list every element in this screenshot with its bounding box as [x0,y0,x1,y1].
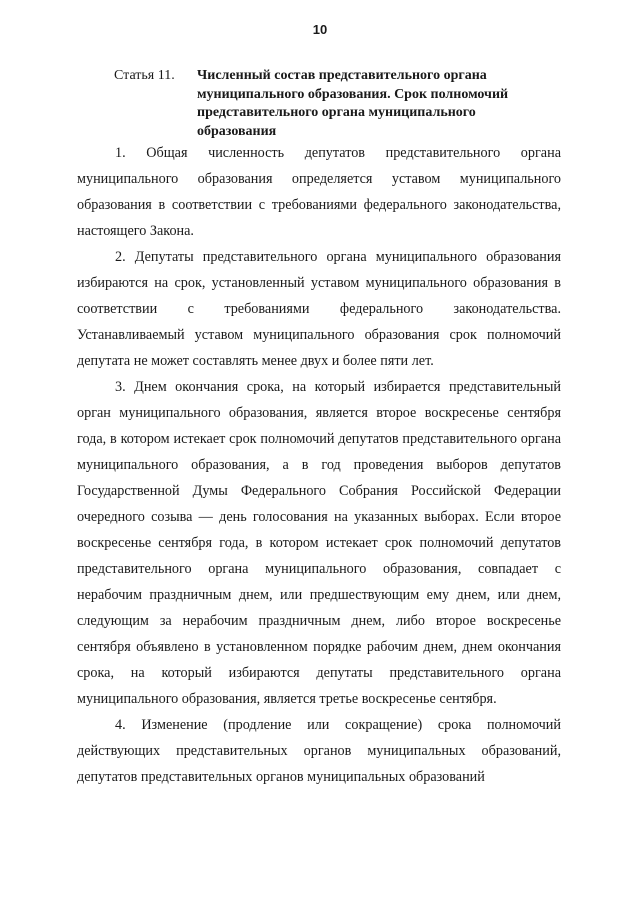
paragraph-1: 1. Общая численность депутатов представительного органа муниципального образования определяется уставом муниципального образования в соответствии с требованиями федерального законодательства, настоящего Закона. [77,145,561,239]
article-heading [114,67,554,141]
page-number: 10 [312,22,328,37]
paragraph-3: 3. Днем окончания срока, на который избирается представительный орган муниципального образования, является второе воскресенье сентября года, в котором истекает срок полномочий депутатов представительного органа муниципального образования, а в год проведения выборов депутатов Государственной Думы Федерального Собрания Российской Федерации очередного созыва — день голосования на указанных выборах. Если второе воскресенье сентября года, в котором истекает срок полномочий депутатов представительного органа муниципального образования, совпадает с нерабочим праздничным днем, или предшествующим ему днем, или днем, следующим за нерабочим праздничным днем, либо второе воскресенье сентября объявлено в установленном порядке рабочим днем, днем окончания срока, на который избираются депутаты представительного органа муниципального образования, является третье воскресенье сентября. [77,379,561,707]
article-label: Статья 11. [114,68,175,83]
paragraph-2: 2. Депутаты представительного органа муниципального образования избираются на срок, установленный уставом муниципального образования в соответствии с требованиями федерального законодательства. Устанавливаемый уставом муниципального образования срок полномочий депутата не может составлять менее двух и более пяти лет. [77,249,561,369]
article-title: Численный состав представительного органа муниципального образования. Срок полномочий представительного органа муниципального образования [197,68,509,139]
article-body [77,140,561,790]
paragraph-4: 4. Изменение (продление или сокращение) срока полномочий действующих представительных органов муниципальных образований, депутатов представительных органов муниципальных образований [77,717,561,785]
